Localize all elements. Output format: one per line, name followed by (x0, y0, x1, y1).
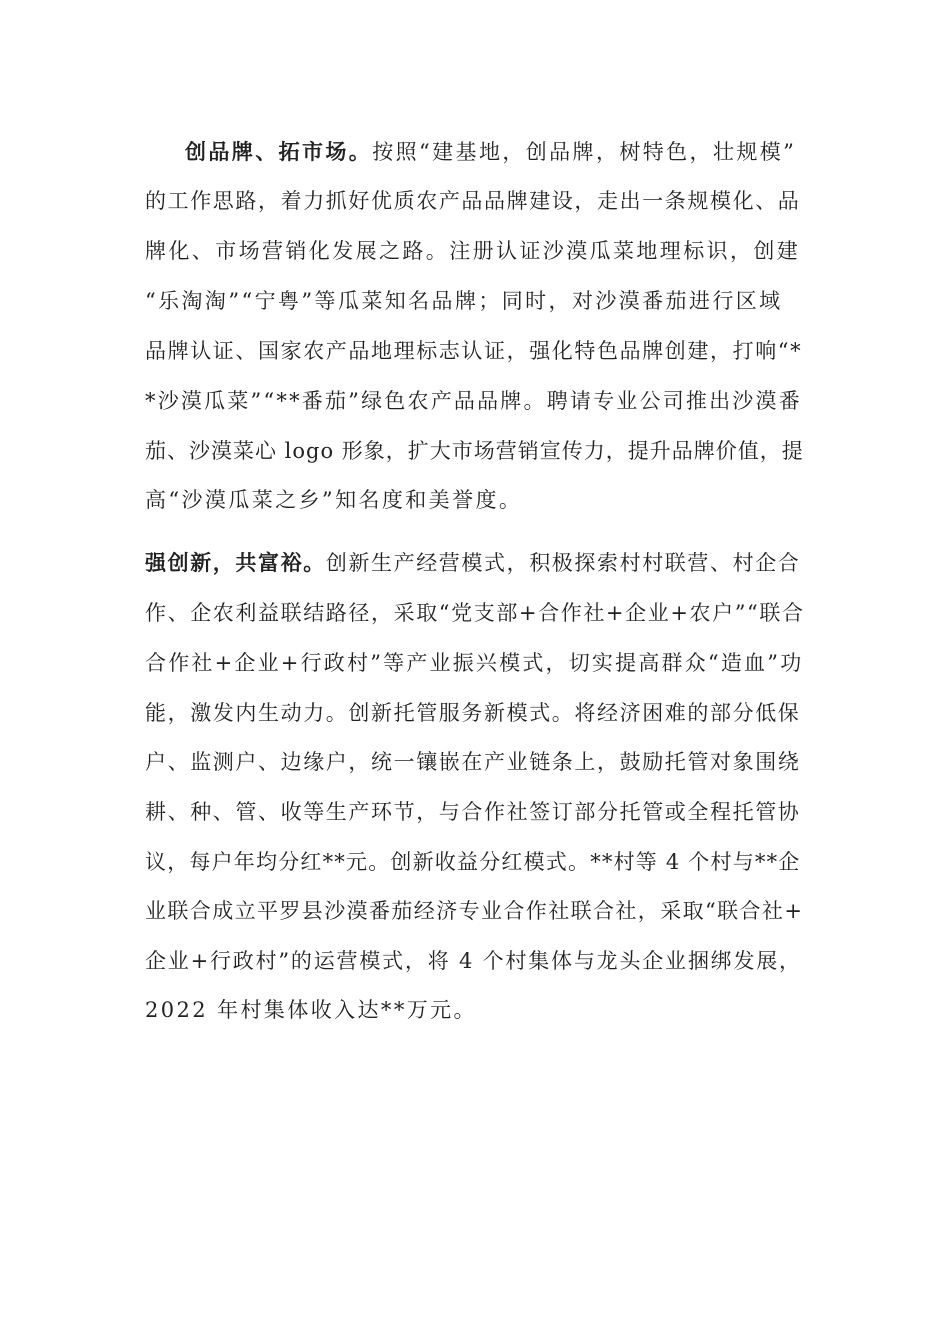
paragraph-1-line-3: 牌化、市场营销化发展之路。注册认证沙漠瓜菜地理标识，创建 (145, 239, 801, 263)
paragraph-1-line-8: 高“沙漠瓜菜之乡”知名度和美誉度。 (145, 488, 523, 512)
paragraph-2-line-9: 企业+行政村”的运营模式，将 4 个村集体与龙头企业捆绑发展， (145, 949, 802, 973)
paragraph-2-line-2: 作、企农利益联结路径，采取“党支部+合作社+企业+农户”“联合 (145, 601, 805, 625)
paragraph-2-line-6: 耕、种、管、收等生产环节，与合作社签订部分托管或全程托管协 (145, 800, 801, 824)
paragraph-2-line-3: 合作社+企业+行政村”等产业振兴模式，切实提高群众“造血”功 (145, 651, 804, 675)
paragraph-2-line-10: 2022 年村集体收入达**万元。 (145, 998, 477, 1022)
paragraph-1-line-4: “乐淘淘”“宁粤”等瓜菜知名品牌；同时，对沙漠番茄进行区域 (145, 289, 783, 313)
paragraph-1-line-6: *沙漠瓜菜”“**番茄”绿色农产品品牌。聘请专业公司推出沙漠番 (145, 389, 802, 413)
paragraph-2-line-1 (145, 548, 805, 578)
paragraph-1-line-2: 的工作思路，着力抓好优质农产品品牌建设，走出一条规模化、品 (145, 189, 801, 213)
paragraph-1-line-1-text: 按照“建基地，创品牌，树特色，壮规模” (372, 140, 797, 164)
paragraph-2-line-8: 业联合成立平罗县沙漠番茄经济专业合作社联合社，采取“联合社+ (145, 899, 804, 923)
paragraph-2-heading: 强创新，共富裕。 (145, 551, 326, 575)
paragraph-2-line-5: 户、监测户、边缘户，统一镶嵌在产业链条上，鼓励托管对象围绕 (145, 750, 801, 774)
paragraph-2-line-1-text: 创新生产经营模式，积极探索村村联营、村企合 (325, 551, 801, 575)
paragraph-1-line-1 (185, 137, 805, 167)
paragraph-1-heading: 创品牌、拓市场。 (185, 140, 373, 164)
paragraph-1-line-7: 茄、沙漠菜心 logo 形象，扩大市场营销宣传力，提升品牌价值，提 (145, 439, 804, 463)
paragraph-1-line-5: 品牌认证、国家农产品地理标志认证，强化特色品牌创建，打响“* (145, 339, 803, 363)
paragraph-2-line-4: 能，激发内生动力。创新托管服务新模式。将经济困难的部分低保 (145, 701, 801, 725)
paragraph-2-line-7: 议，每户年均分红**元。创新收益分红模式。**村等 4 个村与**企 (145, 850, 801, 874)
